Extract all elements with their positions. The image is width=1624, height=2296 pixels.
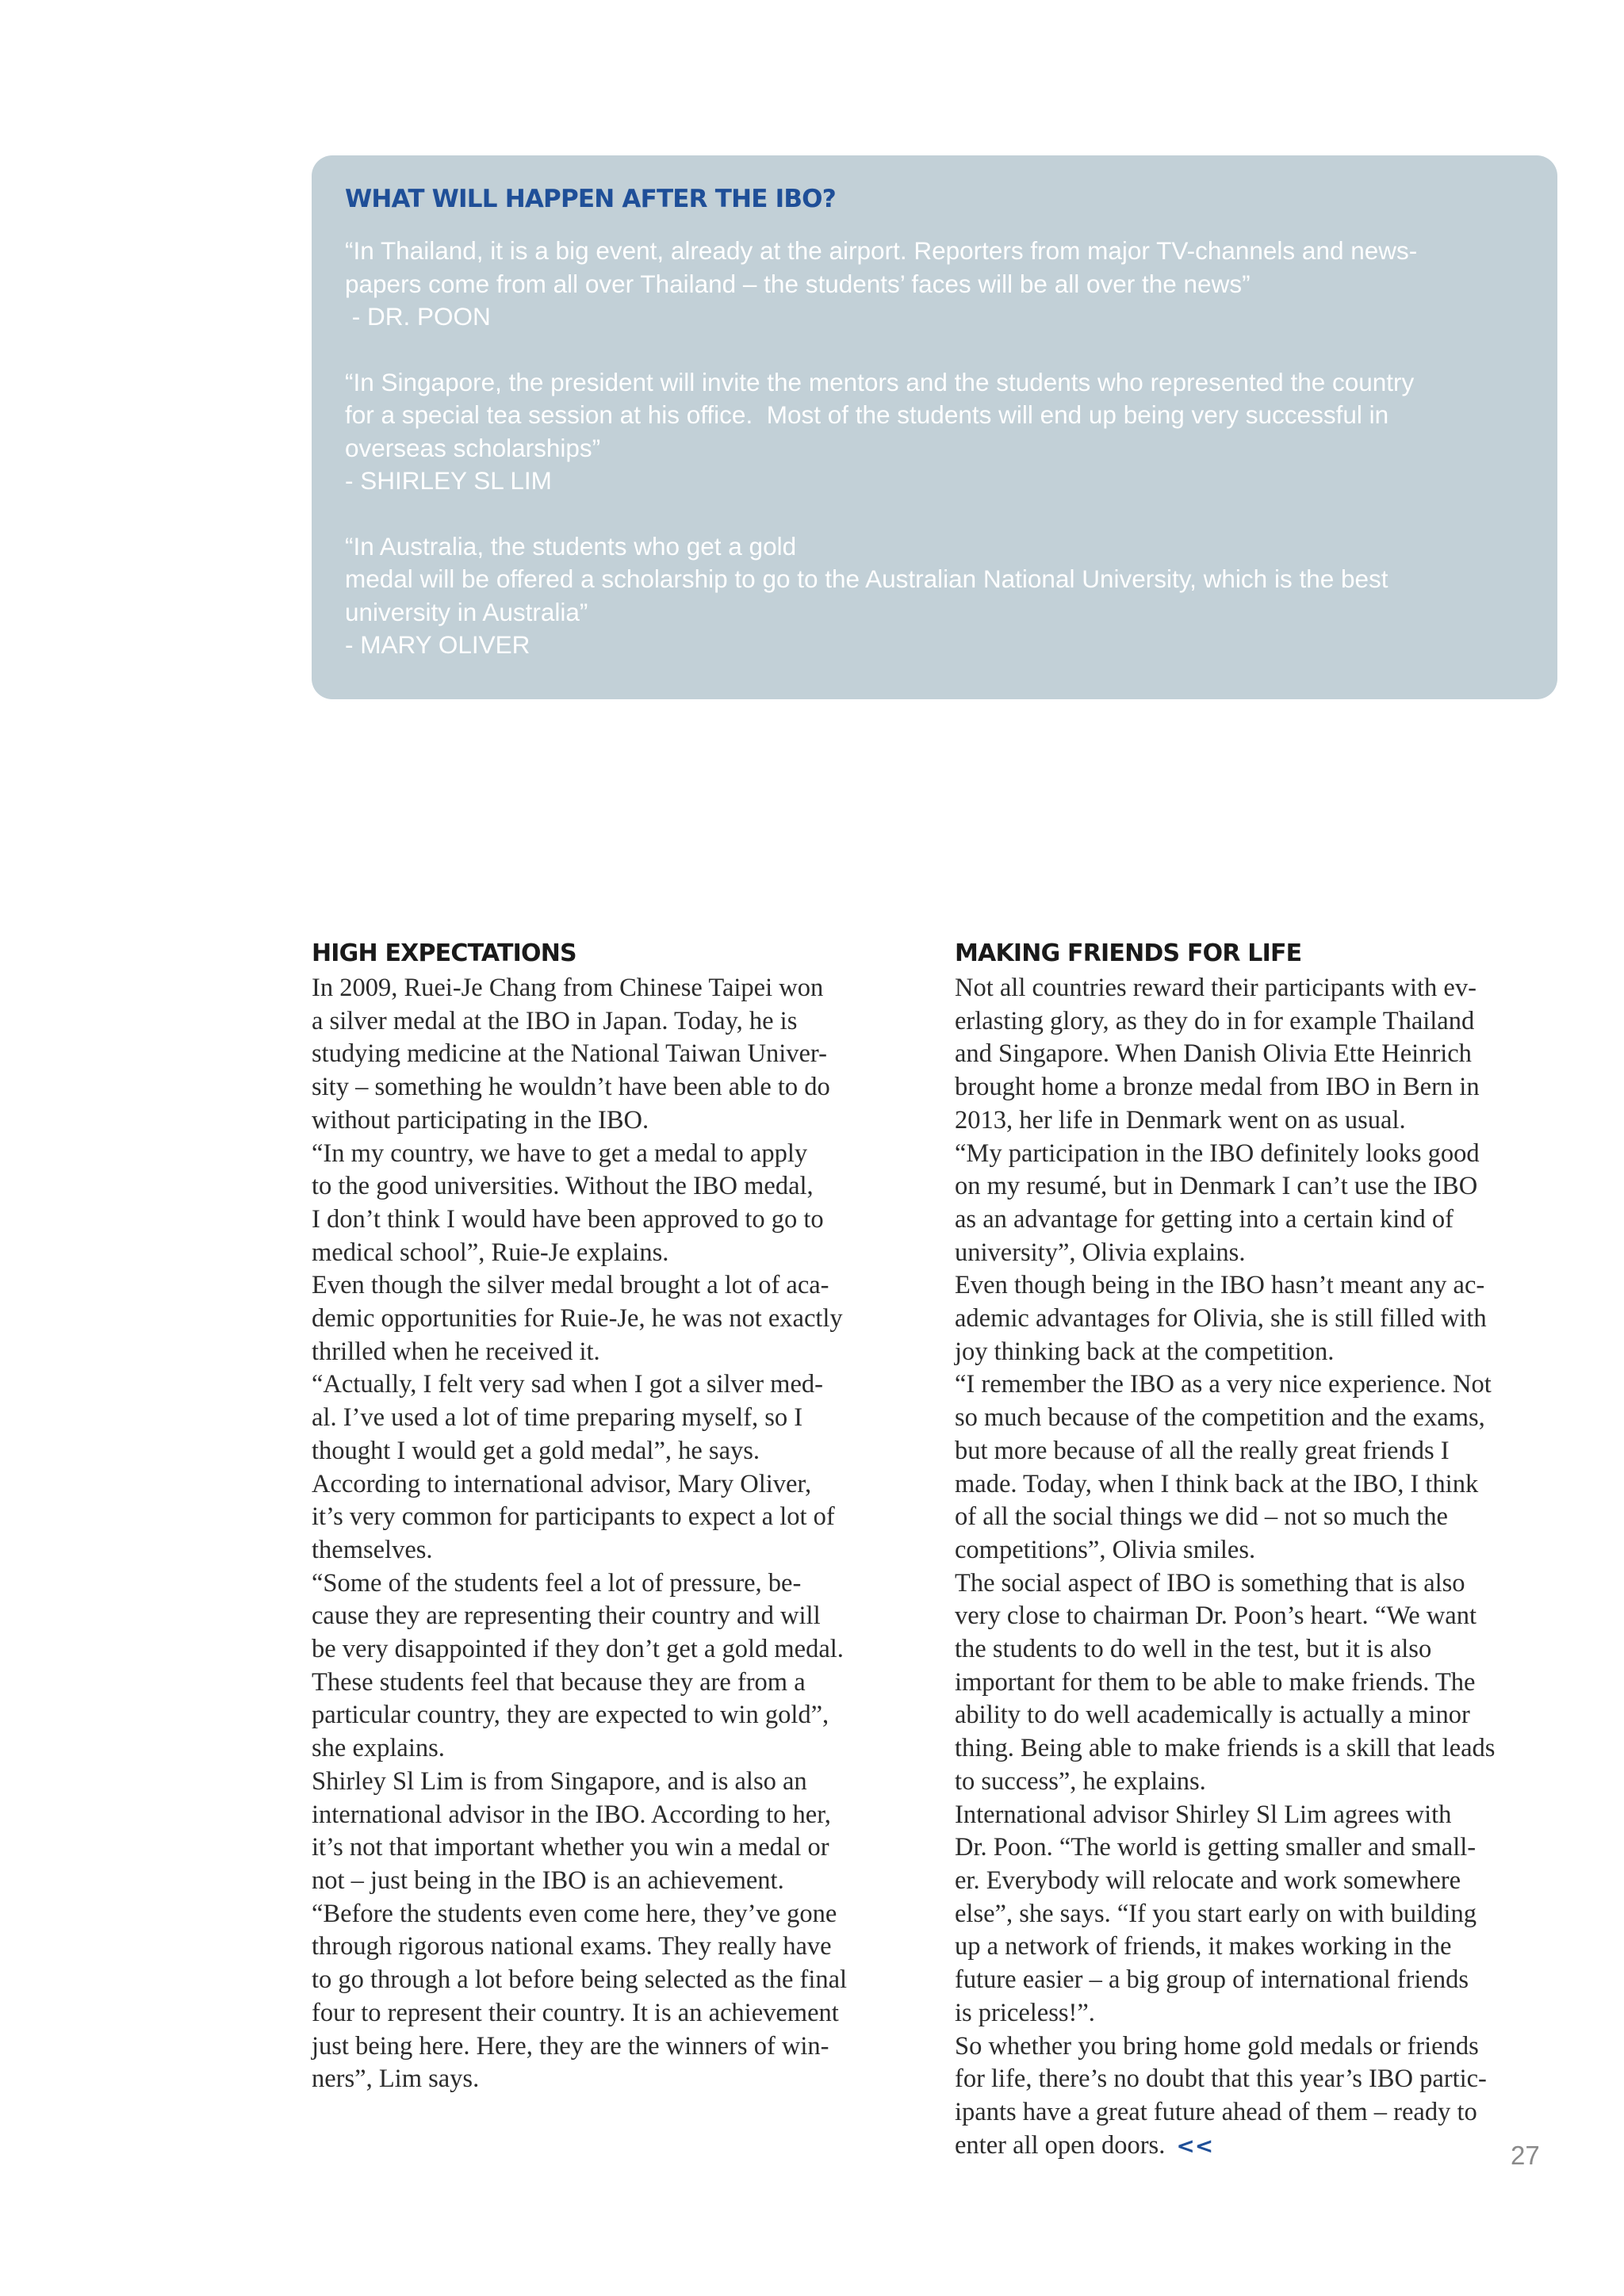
quote-singapore — [345, 366, 1526, 498]
body-text-line: but more because of all the really great friends I — [955, 1436, 1450, 1465]
body-text-line: future easier – a big group of international friends — [955, 1965, 1469, 1995]
body-text-line: international advisor in the IBO. According to her, — [312, 1800, 831, 1829]
right-article-column — [955, 936, 1573, 2162]
left-article-column — [312, 936, 930, 2096]
body-text-line: the students to do well in the test, but it is also — [955, 1635, 1432, 1664]
body-text-line: In 2009, Ruei-Je Chang from Chinese Taipei won — [312, 974, 824, 1002]
body-text-line: studying medicine at the National Taiwan Univer- — [312, 1039, 827, 1069]
body-text-line: particular country, they are expected to win gold”, — [312, 1701, 829, 1730]
end-of-article-mark: << — [1176, 2132, 1214, 2159]
section-title-making-friends: MAKING FRIENDS FOR LIFE — [955, 939, 1302, 967]
body-text-line: “Some of the students feel a lot of pressure, be- — [312, 1568, 802, 1598]
body-text-line: for life, there’s no doubt that this year’s IBO partic- — [955, 2064, 1487, 2094]
quote-line: university in Australia” — [345, 597, 588, 626]
body-text-line: ipants have a great future ahead of them – ready to — [955, 2097, 1477, 2126]
body-text-line: cause they are representing their country and will — [312, 1601, 821, 1631]
section-title-high-expectations: HIGH EXPECTATIONS — [312, 939, 576, 967]
body-text-line: thing. Being able to make friends is a skill that leads — [955, 1734, 1496, 1763]
page-number: 27 — [1511, 2141, 1540, 2170]
body-text-line: According to international advisor, Mary Oliver, — [312, 1469, 812, 1498]
body-text-line: sity – something he wouldn’t have been able to do — [312, 1073, 830, 1102]
quote-line: overseas scholarships” — [345, 433, 601, 462]
body-text-line: ners”, Lim says. — [312, 2064, 480, 2094]
quote-line: “In Singapore, the president will invite the mentors and the students who represented the country — [345, 367, 1415, 396]
body-text-line: “In my country, we have to get a medal to apply — [312, 1138, 808, 1168]
body-text-line: ademic advantages for Olivia, she is still filled with — [955, 1304, 1487, 1334]
body-text-line: “Before the students even come here, they’ve gone — [312, 1899, 837, 1928]
body-text-line: not – just being in the IBO is an achievement. — [312, 1866, 784, 1895]
body-text-line: demic opportunities for Ruie-Je, he was not exactly — [312, 1304, 843, 1334]
body-text-line: it’s very common for participants to expect a lot of — [312, 1502, 835, 1532]
body-text-line: Even though the silver medal brought a lot of aca- — [312, 1271, 829, 1300]
body-text-line: to go through a lot before being selected as the final — [312, 1965, 848, 1995]
body-text-line: up a network of friends, it makes working in the — [955, 1932, 1452, 1961]
quote-line: for a special tea session at his office. Most of the students will end up being very successful in — [345, 400, 1389, 429]
body-text-line: So whether you bring home gold medals or friends — [955, 2031, 1479, 2061]
body-text-line: International advisor Shirley Sl Lim agrees with — [955, 1800, 1452, 1829]
body-text-line: medical school”, Ruie-Je explains. — [312, 1238, 669, 1267]
quote-line: papers come from all over Thailand – the students’ faces will be all over the news” — [345, 269, 1251, 298]
body-text-line: a silver medal at the IBO in Japan. Today, he is — [312, 1006, 798, 1035]
body-text-line: competitions”, Olivia smiles. — [955, 1535, 1256, 1564]
body-text-line: is priceless!”. — [955, 1998, 1095, 2027]
body-text-line: “I remember the IBO as a very nice experience. Not — [955, 1370, 1492, 1399]
body-text-line: four to represent their country. It is an achievement — [312, 1998, 839, 2027]
quote-thailand — [345, 235, 1526, 334]
body-text-line: important for them to be able to make friends. The — [955, 1667, 1476, 1697]
body-text-line: to success”, he explains. — [955, 1766, 1206, 1796]
body-text-line: to the good universities. Without the IBO medal, — [312, 1172, 814, 1201]
quote-attribution: - SHIRLEY SL LIM — [345, 466, 552, 495]
quote-attribution: - MARY OLIVER — [345, 630, 530, 659]
body-text-line: so much because of the competition and the exams, — [955, 1403, 1485, 1433]
body-text-line: themselves. — [312, 1535, 433, 1564]
body-text-line: through rigorous national exams. They really have — [312, 1932, 832, 1961]
body-text-line: Shirley Sl Lim is from Singapore, and is also an — [312, 1766, 807, 1796]
callout-title: WHAT WILL HAPPEN AFTER THE IBO? — [345, 185, 836, 213]
body-text-line: else”, she says. “If you start early on with building — [955, 1899, 1477, 1928]
body-text-line: erlasting glory, as they do in for example Thailand — [955, 1006, 1475, 1035]
body-text-line: 2013, her life in Denmark went on as usual. — [955, 1105, 1406, 1135]
body-text-line: “My participation in the IBO definitely looks good — [955, 1138, 1480, 1168]
body-text-line — [955, 2130, 1573, 2163]
callout-box — [312, 155, 1557, 699]
body-text-line: thought I would get a gold medal”, he says. — [312, 1436, 760, 1465]
body-text-line: “Actually, I felt very sad when I got a silver med- — [312, 1370, 823, 1399]
body-text-line: I don’t think I would have been approved to go to — [312, 1204, 824, 1234]
body-text-line: er. Everybody will relocate and work somewhere — [955, 1866, 1461, 1895]
quote-line: “In Australia, the students who get a gold — [345, 531, 797, 561]
body-text-line: be very disappointed if they don’t get a gold medal. — [312, 1635, 844, 1664]
quote-line: medal will be offered a scholarship to go to the Australian National University, which is the best — [345, 564, 1388, 593]
body-text-line: made. Today, when I think back at the IBO, I think — [955, 1469, 1479, 1498]
body-text-line: of all the social things we did – not so much the — [955, 1502, 1448, 1532]
body-text-line: without participating in the IBO. — [312, 1105, 649, 1135]
body-text-line: The social aspect of IBO is something that is also — [955, 1568, 1465, 1598]
body-text-line: Not all countries reward their participants with ev- — [955, 974, 1477, 1002]
body-text-line: very close to chairman Dr. Poon’s heart. “We want — [955, 1601, 1477, 1631]
body-text-line: al. I’ve used a lot of time preparing myself, so I — [312, 1403, 803, 1433]
body-text-line: and Singapore. When Danish Olivia Ette Heinrich — [955, 1039, 1472, 1069]
body-text-line: as an advantage for getting into a certain kind of — [955, 1204, 1454, 1234]
body-text-line: Dr. Poon. “The world is getting smaller and small- — [955, 1833, 1477, 1862]
body-text-line: joy thinking back at the competition. — [955, 1337, 1335, 1366]
body-text-line: it’s not that important whether you win a medal or — [312, 1833, 829, 1862]
body-text-line: These students feel that because they are from a — [312, 1667, 806, 1697]
body-text-line: just being here. Here, they are the winners of win- — [312, 2031, 829, 2061]
body-text-line: ability to do well academically is actually a minor — [955, 1701, 1470, 1730]
quote-attribution: - DR. POON — [345, 302, 491, 331]
quote-line: “In Thailand, it is a big event, already at the airport. Reporters from major TV-channels and news- — [345, 236, 1418, 265]
body-text-fragment: enter all open doors. — [955, 2130, 1166, 2160]
body-text-line: thrilled when he received it. — [312, 1337, 600, 1366]
right-article-body — [955, 972, 1573, 2162]
body-text-line: she explains. — [312, 1734, 445, 1763]
left-article-body — [312, 972, 930, 2096]
body-text-line: brought home a bronze medal from IBO in Bern in — [955, 1073, 1480, 1102]
body-text-line: on my resumé, but in Denmark I can’t use the IBO — [955, 1172, 1478, 1201]
body-text-line: university”, Olivia explains. — [955, 1238, 1246, 1267]
body-text-line: Even though being in the IBO hasn’t meant any ac- — [955, 1271, 1485, 1300]
quote-australia — [345, 530, 1526, 662]
